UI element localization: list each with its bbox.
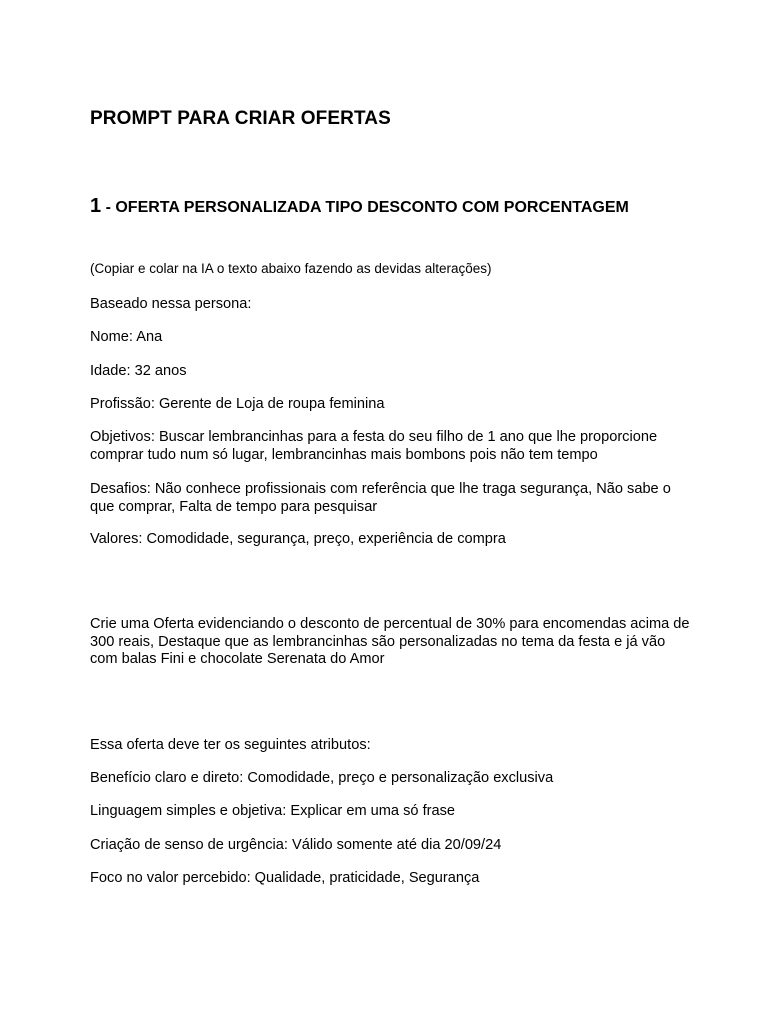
persona-values: Valores: Comodidade, segurança, preço, experiência de compra	[90, 531, 506, 547]
offer-instruction: Crie uma Oferta evidenciando o desconto de percentual de 30% para encomendas acima de 300 reais, Destaque que as lembrancinhas são personalizadas no tema da festa e já vão com balas Fini e chocolate Serenata do Amor	[90, 616, 690, 667]
copy-instruction-note: (Copiar e colar na IA o texto abaixo fazendo as devidas alterações)	[90, 261, 492, 276]
persona-intro: Baseado nessa persona:	[90, 296, 252, 312]
document-title: PROMPT PARA CRIAR OFERTAS	[90, 108, 391, 129]
attribute-value-focus: Foco no valor percebido: Qualidade, praticidade, Segurança	[90, 870, 480, 886]
section-number: 1	[90, 195, 102, 217]
persona-age: Idade: 32 anos	[90, 363, 187, 379]
attribute-benefit: Benefício claro e direto: Comodidade, preço e personalização exclusiva	[90, 770, 554, 786]
persona-goals: Objetivos: Buscar lembrancinhas para a festa do seu filho de 1 ano que lhe proporcione comprar tudo num só lugar, lembrancinhas mais bombons pois não tem tempo	[90, 429, 658, 463]
persona-profession: Profissão: Gerente de Loja de roupa feminina	[90, 396, 385, 412]
section-title: - OFERTA PERSONALIZADA TIPO DESCONTO COM PORCENTAGEM	[101, 199, 629, 216]
section-heading	[90, 194, 690, 220]
attribute-language: Linguagem simples e objetiva: Explicar em uma só frase	[90, 803, 456, 819]
attributes-intro: Essa oferta deve ter os seguintes atributos:	[90, 737, 371, 753]
persona-challenges: Desafios: Não conhece profissionais com referência que lhe traga segurança, Não sabe o que comprar, Falta de tempo para pesquisar	[90, 481, 671, 515]
persona-name: Nome: Ana	[90, 329, 163, 345]
attribute-urgency: Criação de senso de urgência: Válido somente até dia 20/09/24	[90, 837, 502, 853]
